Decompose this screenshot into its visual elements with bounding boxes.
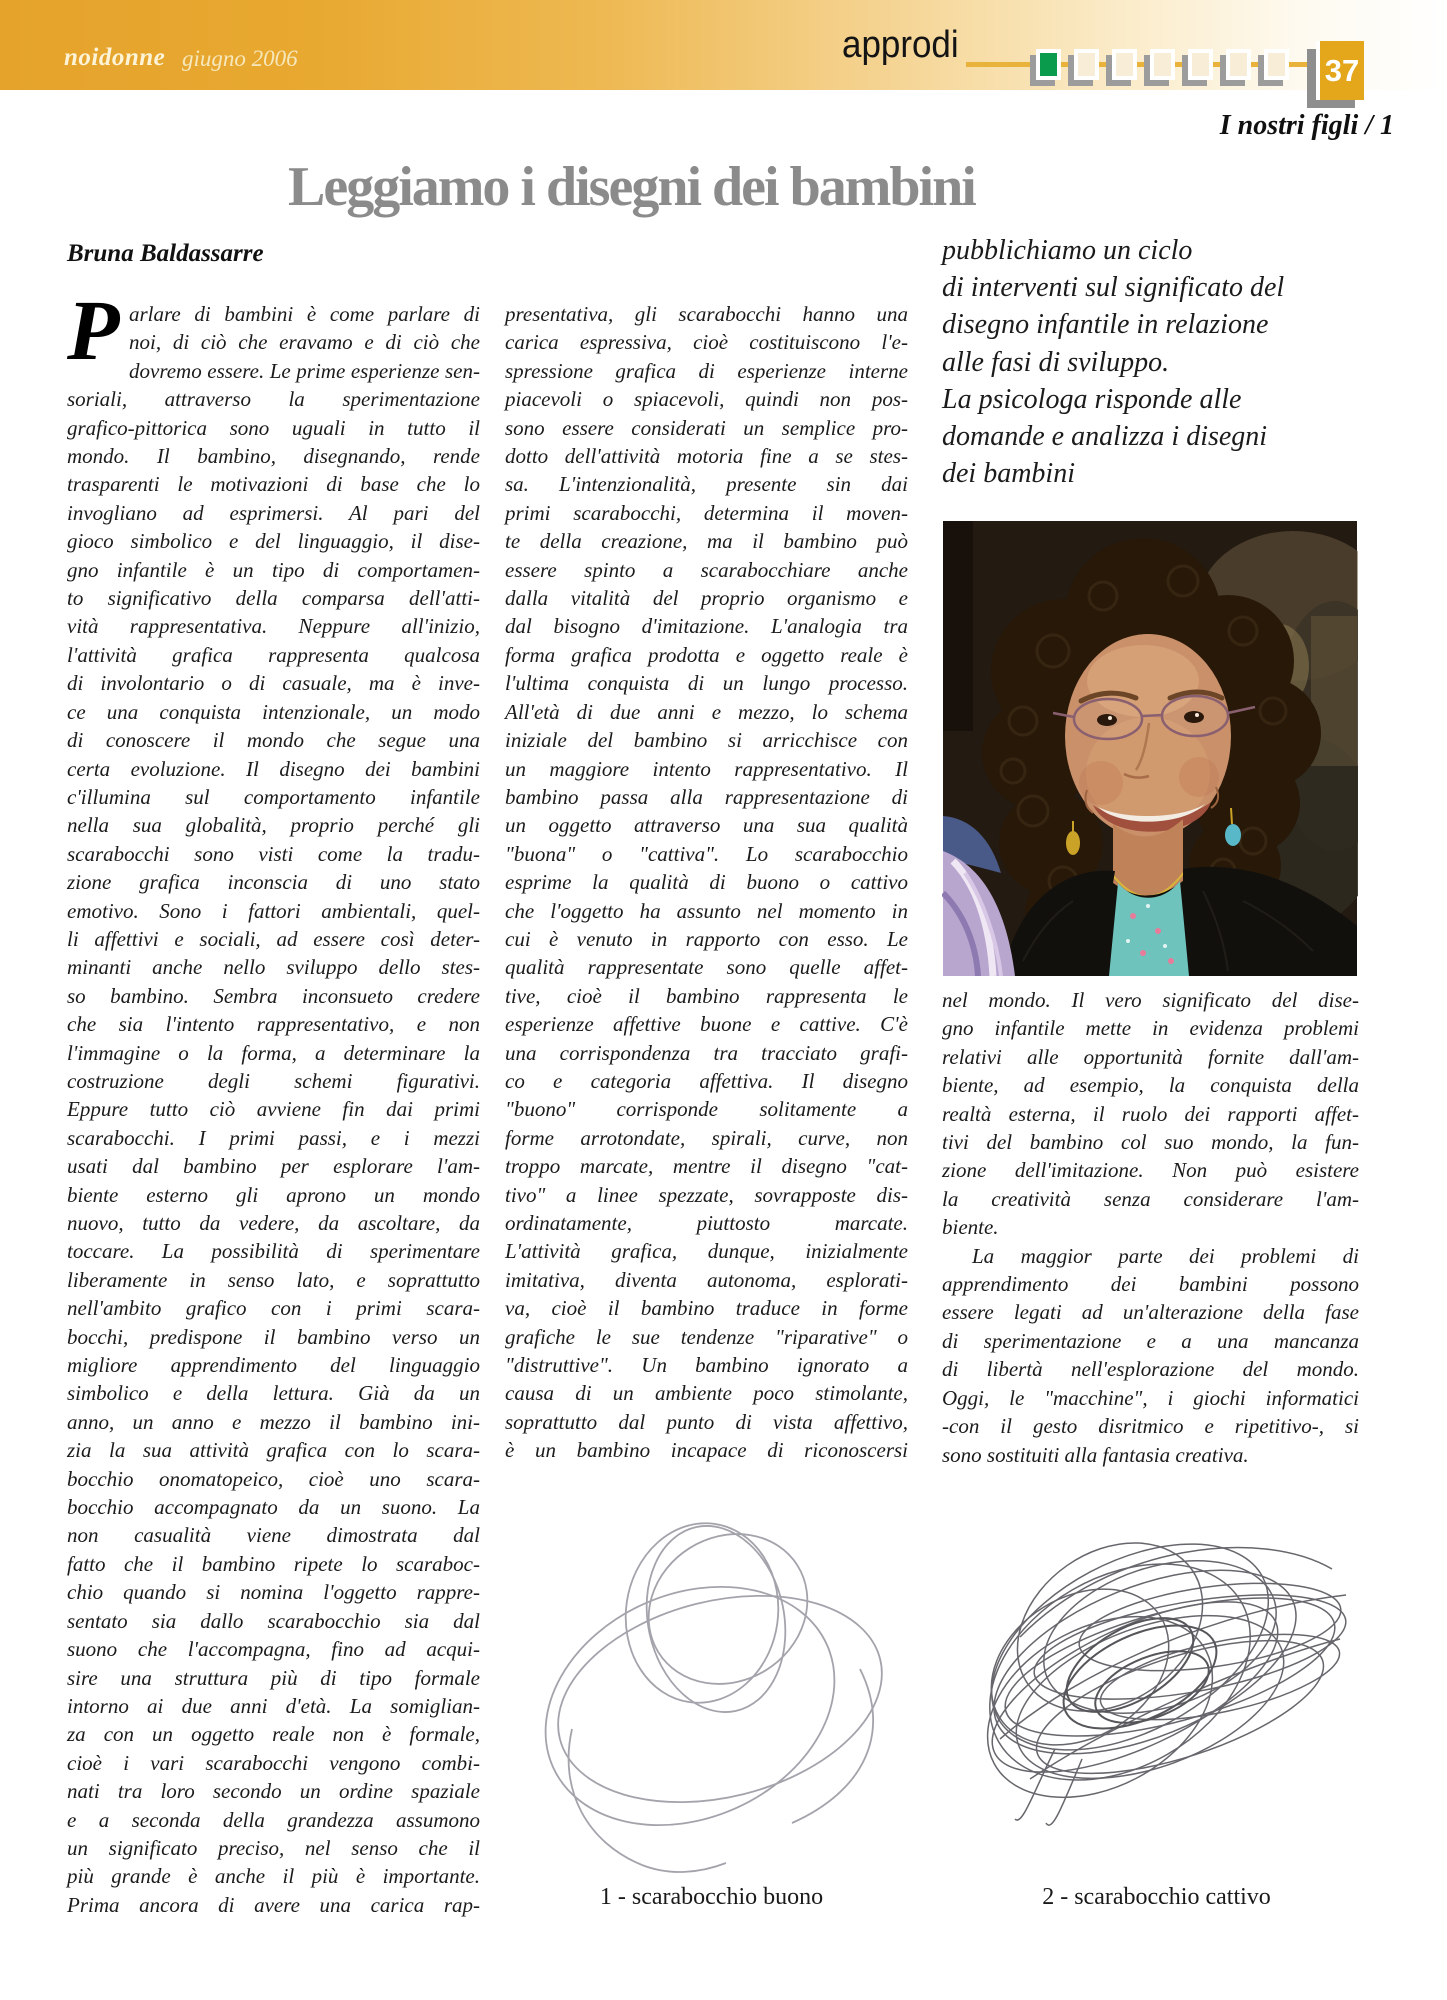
text-line: di sperimentazione e a una mancanza xyxy=(942,1328,1359,1353)
text-line: apprendimento dei bambini possono xyxy=(942,1272,1359,1297)
progress-square xyxy=(1226,49,1251,80)
text-line: l'immagine o la forma, a determinare la xyxy=(67,1040,480,1065)
text-line: simbolico e della lettura. Già da un xyxy=(67,1381,480,1406)
text-line: arlare di bambini è come parlare di xyxy=(129,302,480,326)
text-line: to significativo della comparsa dell'atti- xyxy=(67,586,480,611)
text-line: e a seconda della grandezza assumono xyxy=(67,1807,480,1832)
text-line: tivo" a linee spezzate, sovrapposte dis- xyxy=(505,1182,908,1207)
article-column-1 xyxy=(67,282,480,1919)
text-line: soprattutto dal punto di vista affettivo, xyxy=(505,1409,908,1434)
text-line: esperienze affettive buone e cattive. C'è xyxy=(505,1012,908,1037)
text-line: tivi del bambino col suo mondo, la fun- xyxy=(942,1130,1359,1155)
text-line: forma grafica prodotta e oggetto reale è xyxy=(505,642,908,667)
progress-square xyxy=(1150,49,1175,80)
text-line: la creatività senza considerare l'am- xyxy=(942,1186,1359,1211)
text-line: bocchio accompagnato da un suono. La xyxy=(67,1495,480,1520)
article-title: Leggiamo i disegni dei bambini xyxy=(288,156,975,218)
text-line: tive, cioè il bambino rappresenta le xyxy=(505,983,908,1008)
text-line: una corrispondenza tra tracciato grafi- xyxy=(505,1040,908,1065)
text-line: piacevoli o spiacevoli, quindi non pos- xyxy=(505,387,908,412)
text-line: suono che l'accompagna, fino ad acqui- xyxy=(67,1637,480,1662)
section-progress-squares xyxy=(1036,49,1289,80)
text-line: Oggi, le "macchine", i giochi informatici xyxy=(942,1385,1359,1410)
text-line: causa di un ambiente poco stimolante, xyxy=(505,1381,908,1406)
text-line: domande e analizza i disegni xyxy=(942,421,1268,453)
text-line: biente esterno gli aprono un mondo xyxy=(67,1182,480,1207)
text-line: invogliano ad esprimersi. Al pari del xyxy=(67,500,480,525)
text-line: esprime la qualità di buono o cattivo xyxy=(505,870,908,895)
text-line: costruzione degli schemi figurativi. xyxy=(67,1068,480,1093)
text-line: sono sostituiti alla fantasia creativa. xyxy=(942,1442,1249,1467)
text-line: co e categoria affettiva. Il disegno xyxy=(505,1068,908,1093)
header-bar xyxy=(0,0,1447,90)
text-line: cioè i vari scarabocchi vengono combi- xyxy=(67,1750,480,1775)
text-line: spressione grafica di esperienze interne xyxy=(505,358,908,383)
text-line: gioco simbolico e del linguaggio, il dise- xyxy=(67,529,480,554)
text-line: essere spinto a scarabocchiare anche xyxy=(505,557,908,582)
drop-cap: P xyxy=(67,282,120,378)
text-line: un maggiore intento rappresentativo. Il xyxy=(505,756,908,781)
text-line: scarabocchi. I primi passi, e i mezzi xyxy=(67,1125,480,1150)
good-scribble-caption: 1 - scarabocchio buono xyxy=(599,1884,824,1910)
text-line: zione grafica inconscia di uno stato xyxy=(67,870,480,895)
text-line: "distruttive". Un bambino ignorato a xyxy=(505,1353,908,1378)
text-line: bocchi, predispone il bambino verso un xyxy=(67,1324,480,1349)
text-line: La psicologa risponde alle xyxy=(942,383,1242,415)
text-line: soriali, attraverso la sperimentazione xyxy=(67,387,480,412)
bad-scribble-caption: 2 - scarabocchio cattivo xyxy=(1042,1884,1271,1910)
text-line: "buono" corrisponde solitamente a xyxy=(505,1097,908,1122)
text-line: za con un oggetto reale non è formale, xyxy=(67,1722,480,1747)
text-line: Prima ancora di avere una carica rap- xyxy=(67,1892,480,1917)
text-line: nella sua globalità, proprio perché gli xyxy=(67,813,480,838)
text-line: vità rappresentativa. Neppure all'inizio, xyxy=(67,614,480,639)
text-line: biente, ad esempio, la conquista della xyxy=(942,1073,1359,1098)
column-1-text xyxy=(67,282,480,1919)
column-3-text xyxy=(942,986,1359,1469)
text-line: va, cioè il bambino traduce in forme xyxy=(505,1296,908,1321)
text-line: usati dal bambino per esplorare l'am- xyxy=(67,1154,480,1179)
good-scribble-drawing xyxy=(530,1491,893,1877)
text-line: alle fasi di sviluppo. xyxy=(942,346,1170,378)
text-line: li affettivi e sociali, ad essere così deter- xyxy=(67,926,480,951)
text-line: troppo marcate, mentre il disegno "cat- xyxy=(505,1154,908,1179)
text-line: primi scarabocchi, determina il moven- xyxy=(505,500,908,525)
column-2-text xyxy=(505,300,908,1465)
text-line: ce una conquista intenzionale, un modo xyxy=(67,699,480,724)
text-line: essere legati ad un'alterazione della fase xyxy=(942,1300,1359,1325)
text-line: minanti anche nello sviluppo dello stes- xyxy=(67,955,480,980)
text-line: bambino passa alla rappresentazione di xyxy=(505,784,908,809)
text-line: zione dell'imitazione. Non può esistere xyxy=(942,1158,1359,1183)
page-number-badge: 37 xyxy=(1316,41,1364,100)
text-line: nell'ambito grafico con i primi scara- xyxy=(67,1296,480,1321)
psychologist-portrait-photo xyxy=(942,521,1358,976)
text-line: nel mondo. Il vero significato del dise- xyxy=(942,988,1359,1012)
text-line: disegno infantile in relazione xyxy=(942,309,1269,341)
article-column-2 xyxy=(505,300,908,1465)
text-line: di involontario o di casuale, ma è inve- xyxy=(67,671,480,696)
text-line: più grande è anche il più è importante. xyxy=(67,1864,480,1889)
text-line: mondo. Il bambino, disegnando, rende xyxy=(67,444,480,469)
text-line: L'attività grafica, dunque, inizialmente xyxy=(505,1239,908,1264)
text-line: l'attività grafica rappresenta qualcosa xyxy=(67,642,480,667)
text-line: carica espressiva, cioè costituiscono l'e- xyxy=(505,330,908,355)
text-line: te della creazione, ma il bambino può xyxy=(505,529,908,554)
text-line: qualità rappresentate sono quelle affet- xyxy=(505,955,908,980)
text-line: dal bisogno d'imitazione. L'analogia tra xyxy=(505,614,908,639)
text-line: so bambino. Sembra inconsueto credere xyxy=(67,983,480,1008)
text-line: sire una struttura più di tipo formale xyxy=(67,1665,480,1690)
text-line: scarabocchi sono visti come la tradu- xyxy=(67,841,480,866)
text-line: intorno ai due anni d'età. La somiglian- xyxy=(67,1693,480,1718)
text-line: sono essere considerati un semplice pro- xyxy=(505,415,908,440)
text-line: un oggetto attraverso una sua qualità xyxy=(505,813,908,838)
text-line: l'ultima conquista di un lungo processo. xyxy=(505,671,908,696)
text-line: emotivo. Sono i fattori ambientali, quel- xyxy=(67,898,480,923)
text-line: iniziale del bambino si arricchisce con xyxy=(505,728,908,753)
text-line: biente. xyxy=(942,1215,999,1240)
text-line: liberamente in senso lato, e soprattutto xyxy=(67,1267,480,1292)
progress-square xyxy=(1112,49,1137,80)
text-line: gno infantile è un tipo di comportamen- xyxy=(67,557,480,582)
text-line: All'età di due anni e mezzo, lo schema xyxy=(505,699,908,724)
text-line: presentativa, gli scarabocchi hanno una xyxy=(505,302,908,326)
article-column-3 xyxy=(942,986,1359,1469)
text-line: -con il gesto disritmico e ripetitivo-, si xyxy=(942,1414,1359,1439)
text-line: che l'oggetto ha assunto nel momento in xyxy=(505,898,908,923)
text-line: forme arrotondate, spirali, curve, non xyxy=(505,1125,908,1150)
text-line: Eppure tutto ciò avviene fin dai primi xyxy=(67,1097,480,1122)
text-line: grafiche le sue tendenze "riparative" o xyxy=(505,1324,908,1349)
progress-square-active xyxy=(1036,49,1061,80)
text-line: migliore apprendimento del linguaggio xyxy=(67,1353,480,1378)
text-line: sa. L'intenzionalità, presente sin dai xyxy=(505,472,908,497)
text-line: noi, di ciò che eravamo e di ciò che xyxy=(129,330,480,355)
text-line: La maggior parte dei problemi di xyxy=(972,1243,1359,1268)
text-line: relativi alle opportunità fornite dall'am- xyxy=(942,1044,1359,1069)
progress-square xyxy=(1188,49,1213,80)
text-line: nuovo, tutto da vedere, da ascoltare, da xyxy=(67,1211,480,1235)
article-standfirst xyxy=(942,232,1362,492)
text-line: non casualità viene dimostrata dal xyxy=(67,1523,480,1548)
text-line: dei bambini xyxy=(942,458,1075,490)
text-line: che sia l'intento rappresentativo, e non xyxy=(67,1012,480,1037)
text-line: dotto dell'attività motoria fine a se stes- xyxy=(505,444,908,469)
text-line: cui è venuto in rapporto con esso. Le xyxy=(505,926,908,951)
text-line: c'illumina sul comportamento infantile xyxy=(67,784,480,809)
section-name: approdi xyxy=(842,24,959,66)
text-line: di libertà nell'esplorazione del mondo. xyxy=(942,1357,1359,1382)
text-line: di conoscere il mondo che segue una xyxy=(67,728,480,753)
text-line: dovremo essere. Le prime esperienze sen- xyxy=(129,358,480,383)
text-line: certa evoluzione. Il disegno dei bambini xyxy=(67,756,480,781)
text-line: di interventi sul significato del xyxy=(942,272,1285,304)
text-line: trasparenti le motivazioni di base che lo xyxy=(67,472,480,497)
text-line: è un bambino incapace di riconoscersi xyxy=(505,1438,908,1463)
text-line: realtà esterna, il ruolo dei rapporti affet- xyxy=(942,1101,1359,1126)
text-line: "buona" o "cattiva". Lo scarabocchio xyxy=(505,841,908,866)
text-line: bocchio onomatopeico, cioè uno scara- xyxy=(67,1466,480,1491)
progress-square xyxy=(1074,49,1099,80)
text-line: un significato preciso, nel senso che il xyxy=(67,1835,480,1860)
text-line: grafico-pittorica sono uguali in tutto il xyxy=(67,415,480,440)
bad-scribble-drawing xyxy=(960,1487,1353,1847)
text-line: chio quando si nomina l'oggetto rappre- xyxy=(67,1580,480,1605)
text-line: toccare. La possibilità di sperimentare xyxy=(67,1239,480,1264)
magazine-name: noidonne xyxy=(64,44,166,71)
text-line: dalla vitalità del proprio organismo e xyxy=(505,586,908,611)
text-line: pubblichiamo un ciclo xyxy=(942,235,1193,266)
text-line: fatto che il bambino ripete lo scaraboc- xyxy=(67,1551,480,1576)
text-line: imitativa, diventa autonoma, esplorati- xyxy=(505,1267,908,1292)
progress-square xyxy=(1264,49,1289,80)
text-line: ordinatamente, piuttosto marcate. xyxy=(505,1211,908,1235)
issue-date: giugno 2006 xyxy=(182,46,298,71)
text-line: gno infantile mette in evidenza problemi xyxy=(942,1016,1359,1041)
series-kicker: I nostri figli / 1 xyxy=(1219,110,1394,141)
text-line: zia la sua attività grafica con lo scara- xyxy=(67,1438,480,1463)
text-line: anno, un anno e mezzo il bambino ini- xyxy=(67,1409,480,1434)
text-line: nati tra loro secondo un ordine spaziale xyxy=(67,1779,480,1804)
author-name: Bruna Baldassarre xyxy=(67,240,264,267)
text-line: sentato sia dallo scarabocchio sia dal xyxy=(67,1608,480,1633)
